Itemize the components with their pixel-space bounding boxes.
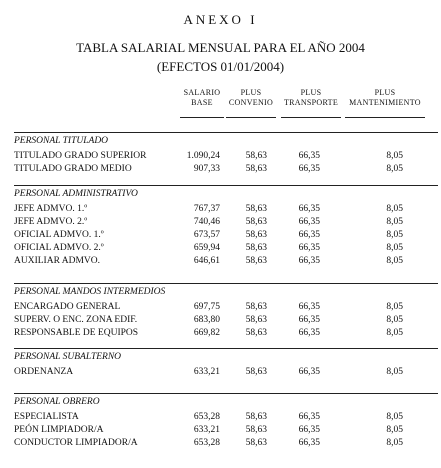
row-value: 66,35 xyxy=(298,217,320,227)
table-row xyxy=(0,163,441,175)
row-label: ENCARGADO GENERAL xyxy=(14,302,121,312)
row-label: JEFE ADMVO. 2.º xyxy=(14,217,88,227)
category-rule xyxy=(14,185,438,186)
row-label: ESPECIALISTA xyxy=(14,412,79,422)
row-value: 66,35 xyxy=(298,328,320,338)
row-value: 66,35 xyxy=(298,164,320,174)
row-value: 697,75 xyxy=(193,302,220,312)
category-rule xyxy=(14,348,438,349)
category-label: PERSONAL SUBALTERNO xyxy=(14,352,122,362)
annex-title: ANEXO I xyxy=(183,12,258,27)
row-label: SUPERV. O ENC. ZONA EDIF. xyxy=(14,315,138,325)
row-value: 767,37 xyxy=(193,204,220,214)
table-row xyxy=(0,216,441,228)
row-label: TITULADO GRADO SUPERIOR xyxy=(14,151,147,161)
row-value: 8,05 xyxy=(386,217,403,227)
row-value: 683,80 xyxy=(193,315,220,325)
row-value: 58,63 xyxy=(245,315,267,325)
row-value: 66,35 xyxy=(298,256,320,266)
row-value: 58,63 xyxy=(245,230,267,240)
table-subtitle: (EFECTOS 01/01/2004) xyxy=(156,59,285,74)
header-line: BASE xyxy=(191,98,213,107)
row-value: 66,35 xyxy=(298,204,320,214)
header-line: PLUS xyxy=(374,88,396,97)
row-value: 58,63 xyxy=(245,438,267,448)
row-label: OFICIAL ADMVO. 1.º xyxy=(14,230,104,240)
row-label: CONDUCTOR LIMPIADOR/A xyxy=(14,438,138,448)
table-row xyxy=(0,203,441,215)
row-value: 66,35 xyxy=(298,412,320,422)
row-label: PEÓN LIMPIADOR/A xyxy=(14,425,104,435)
row-value: 66,35 xyxy=(298,151,320,161)
table-title: TABLA SALARIAL MENSUAL PARA EL AÑO 2004 xyxy=(76,40,365,55)
row-value: 740,46 xyxy=(193,217,220,227)
row-value: 8,05 xyxy=(386,230,403,240)
row-value: 58,63 xyxy=(245,302,267,312)
row-value: 66,35 xyxy=(298,425,320,435)
header-line: PLUS xyxy=(240,88,262,97)
header-line: SALARIO xyxy=(183,88,221,97)
row-value: 8,05 xyxy=(386,302,403,312)
category-rule xyxy=(14,393,438,394)
table-row xyxy=(0,255,441,267)
row-label: OFICIAL ADMVO. 2.º xyxy=(14,243,104,253)
row-value: 907,33 xyxy=(193,164,220,174)
row-value: 58,63 xyxy=(245,412,267,422)
category-heading xyxy=(14,396,254,408)
row-value: 66,35 xyxy=(298,243,320,253)
table-row xyxy=(0,327,441,339)
row-value: 669,82 xyxy=(193,328,220,338)
row-value: 58,63 xyxy=(245,243,267,253)
row-value: 66,35 xyxy=(298,438,320,448)
category-heading xyxy=(14,188,254,200)
row-value: 8,05 xyxy=(386,151,403,161)
row-label: RESPONSABLE DE EQUIPOS xyxy=(14,328,139,338)
header-line: MANTENIMIENTO xyxy=(349,98,421,107)
category-rule xyxy=(14,132,438,133)
row-value: 659,94 xyxy=(193,243,220,253)
table-row xyxy=(0,314,441,326)
row-value: 58,63 xyxy=(245,164,267,174)
table-row xyxy=(0,242,441,254)
row-value: 66,35 xyxy=(298,230,320,240)
table-row xyxy=(0,366,441,378)
category-heading xyxy=(14,286,254,298)
header-line: PLUS xyxy=(300,88,322,97)
row-value: 1.090,24 xyxy=(186,151,220,161)
category-label: PERSONAL OBRERO xyxy=(14,397,100,407)
category-heading xyxy=(14,351,254,363)
row-value: 8,05 xyxy=(386,425,403,435)
row-value: 8,05 xyxy=(386,315,403,325)
row-value: 633,21 xyxy=(193,367,220,377)
row-value: 646,61 xyxy=(193,256,220,266)
table-row xyxy=(0,150,441,162)
row-value: 58,63 xyxy=(245,367,267,377)
table-row xyxy=(0,301,441,313)
row-value: 8,05 xyxy=(386,328,403,338)
row-label: ORDENANZA xyxy=(14,367,74,377)
row-value: 8,05 xyxy=(386,256,403,266)
row-value: 8,05 xyxy=(386,412,403,422)
table-row xyxy=(0,437,441,449)
row-value: 58,63 xyxy=(245,204,267,214)
header-line: CONVENIO xyxy=(228,98,274,107)
row-value: 633,21 xyxy=(193,425,220,435)
row-value: 673,57 xyxy=(193,230,220,240)
row-value: 58,63 xyxy=(245,217,267,227)
row-value: 8,05 xyxy=(386,243,403,253)
row-value: 58,63 xyxy=(245,256,267,266)
category-heading xyxy=(14,135,254,147)
row-value: 66,35 xyxy=(298,315,320,325)
row-value: 58,63 xyxy=(245,151,267,161)
row-value: 653,28 xyxy=(193,438,220,448)
row-value: 66,35 xyxy=(298,367,320,377)
row-label: AUXILIAR ADMVO. xyxy=(14,256,101,266)
row-value: 66,35 xyxy=(298,302,320,312)
row-label: TITULADO GRADO MEDIO xyxy=(14,164,132,174)
row-value: 58,63 xyxy=(245,328,267,338)
row-label: JEFE ADMVO. 1.º xyxy=(14,204,88,214)
category-label: PERSONAL TITULADO xyxy=(14,136,109,146)
row-value: 8,05 xyxy=(386,438,403,448)
table-row xyxy=(0,229,441,241)
row-value: 8,05 xyxy=(386,204,403,214)
category-rule xyxy=(14,283,438,284)
category-label: PERSONAL MANDOS INTERMEDIOS xyxy=(14,287,166,297)
table-row xyxy=(0,411,441,423)
row-value: 58,63 xyxy=(245,425,267,435)
row-value: 653,28 xyxy=(193,412,220,422)
row-value: 8,05 xyxy=(386,164,403,174)
category-label: PERSONAL ADMINISTRATIVO xyxy=(14,189,138,199)
table-row xyxy=(0,424,441,436)
row-value: 8,05 xyxy=(386,367,403,377)
header-line: TRANSPORTE xyxy=(283,98,339,107)
